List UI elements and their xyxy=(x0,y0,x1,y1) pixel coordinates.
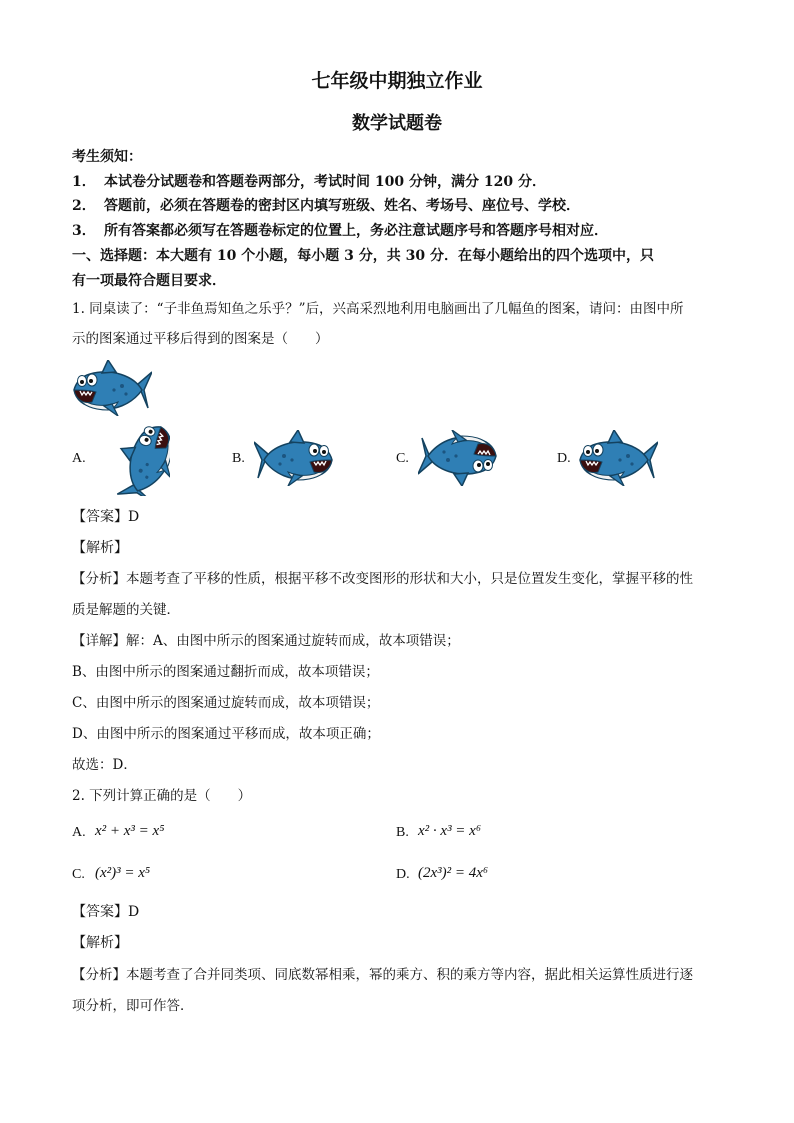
q2-option-b-expression: x² · x³ = x⁶ xyxy=(418,823,482,839)
q1-stem-line1: 1. 同桌读了：“子非鱼焉知鱼之乐乎？”后，兴高采烈地利用电脑画出了几幅鱼的图案，请问：由图中所 xyxy=(72,301,684,317)
q1-option-a-fish-image xyxy=(86,420,170,496)
q2-option-d-expression: (2x³)² = 4x⁶ xyxy=(418,865,489,881)
q1-option-c-label: C. xyxy=(396,451,409,466)
notice-item-1-num: 1． xyxy=(72,174,96,190)
q1-option-b-label: B. xyxy=(232,451,245,466)
notice-item-2-text: 答题前，必须在答题卷的密封区内填写班级、姓名、考场号、座位号、学校． xyxy=(104,198,580,214)
q2-fenxi-line2: 项分析，即可作答． xyxy=(72,998,194,1014)
q1-analysis-label: 【解析】 xyxy=(72,540,128,556)
notice-item-2-num: 2． xyxy=(72,198,96,214)
q2-option-c-expression: (x²)³ = x⁵ xyxy=(95,865,151,881)
q1-option-c-fish-image xyxy=(418,430,498,486)
q2-option-a-expression: x² + x³ = x⁵ xyxy=(95,823,165,839)
q1-stem-line2: 示的图案通过平移后得到的图案是（ ） xyxy=(72,331,329,347)
notice-item-1-text: 本试卷分试题卷和答题卷两部分，考试时间 100 分钟，满分 120 分． xyxy=(104,174,546,190)
q1-detail-line5: 故选：D． xyxy=(72,757,137,773)
q1-detail-line4: D、由图中所示的图案通过平移而成，故本项正确； xyxy=(72,726,380,742)
notice-item-3-num: 3． xyxy=(72,223,96,239)
q1-option-b-fish-image xyxy=(254,430,334,486)
section-heading-line1: 一、选择题：本大题有 10 个小题，每小题 3 分，共 30 分．在每小题给出的四个选项中，只 xyxy=(72,248,654,264)
q2-answer: 【答案】D xyxy=(72,904,140,920)
section-heading-line2: 有一项最符合题目要求． xyxy=(72,273,226,289)
q2-option-b-label: B. xyxy=(396,825,409,840)
q1-option-d-fish-image xyxy=(578,430,658,486)
q1-option-a-label: A. xyxy=(72,451,86,466)
q1-answer: 【答案】D xyxy=(72,509,140,525)
q1-detail-line3: C、由图中所示的图案通过旋转而成，故本项错误； xyxy=(72,695,380,711)
q2-option-d-label: D. xyxy=(396,867,410,882)
q2-option-a-label: A. xyxy=(72,825,86,840)
q2-fenxi-line1: 【分析】本题考查了合并同类项、同底数幂相乘，幂的乘方、积的乘方等内容，据此相关运算性质进行逐 xyxy=(72,967,693,983)
notice-heading: 考生须知： xyxy=(72,149,142,165)
q1-original-fish-image xyxy=(72,360,152,416)
exam-subtitle: 数学试题卷 xyxy=(352,113,442,134)
q1-fenxi-line2: 质是解题的关键． xyxy=(72,602,180,618)
q2-analysis-label: 【解析】 xyxy=(72,935,128,951)
exam-title: 七年级中期独立作业 xyxy=(311,70,483,92)
q2-option-c-label: C. xyxy=(72,867,85,882)
q2-stem: 2. 下列计算正确的是（ ） xyxy=(72,788,252,804)
q1-detail-line2: B、由图中所示的图案通过翻折而成，故本项错误； xyxy=(72,664,379,680)
q1-fenxi-line1: 【分析】本题考查了平移的性质，根据平移不改变图形的形状和大小，只是位置发生变化，掌握平移的性 xyxy=(72,571,693,587)
q1-detail-line1: 【详解】解：A、由图中所示的图案通过旋转而成，故本项错误； xyxy=(72,633,460,649)
notice-item-3-text: 所有答案都必须写在答题卷标定的位置上，务必注意试题序号和答题序号相对应． xyxy=(104,223,608,239)
q1-option-d-label: D. xyxy=(557,451,571,466)
